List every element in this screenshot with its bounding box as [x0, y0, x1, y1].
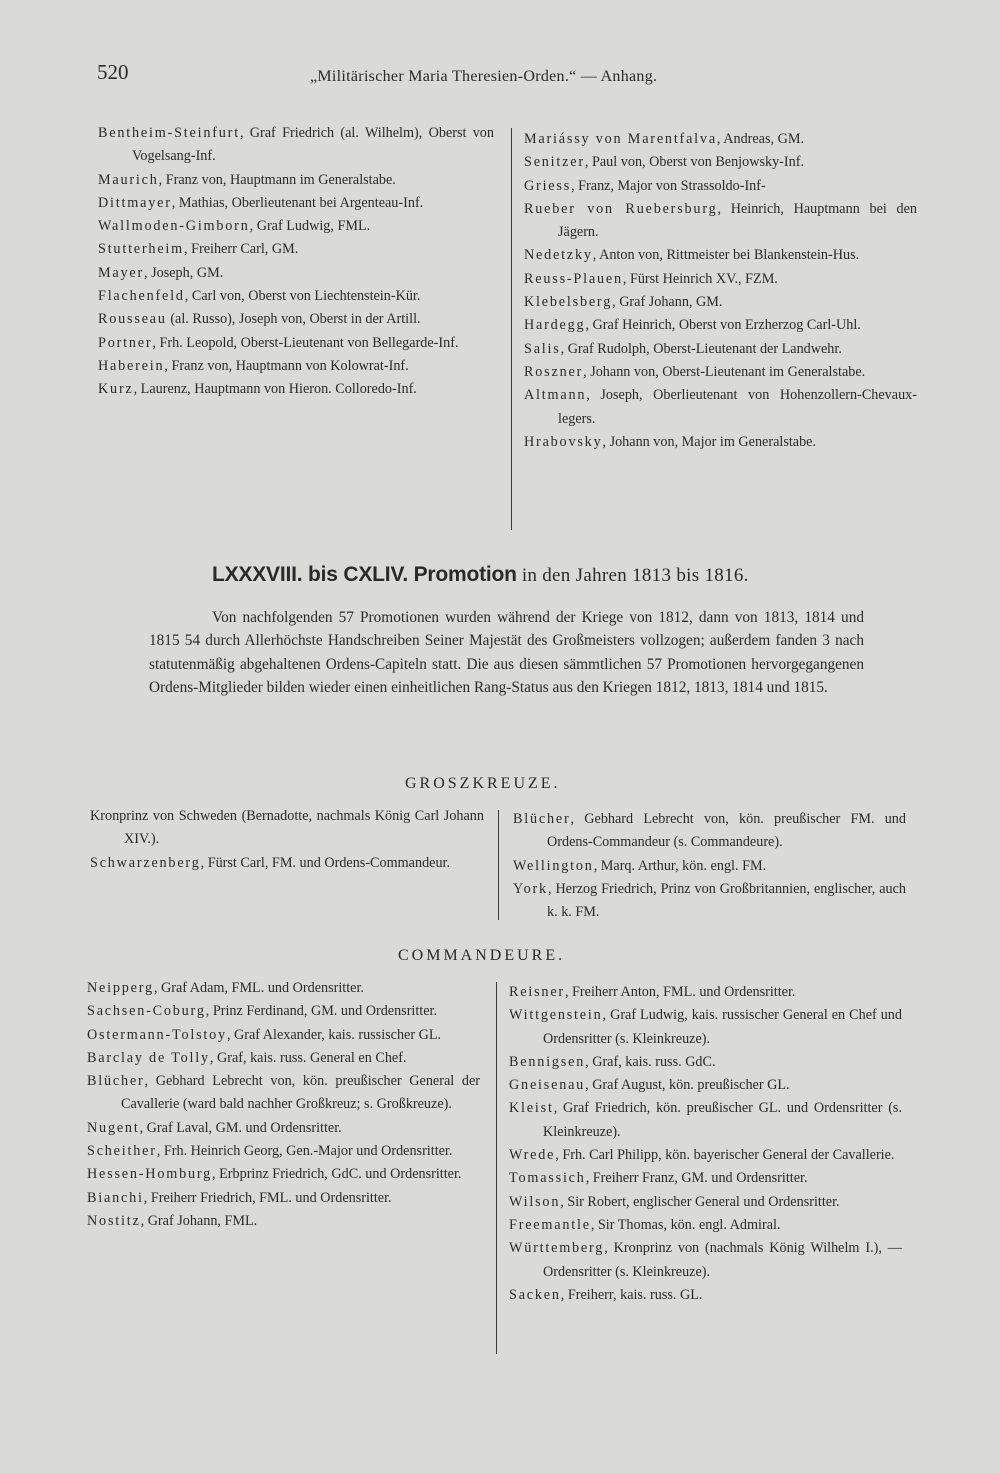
entry-details: , Graf August, kön. preußischer GL. — [585, 1077, 790, 1094]
entry-details: , Graf Ludwig, FML. — [249, 218, 371, 235]
entry-details: , Freiherr Friedrich, FML. und Ordensritter. — [143, 1189, 392, 1206]
list-entry — [98, 378, 494, 401]
commandeure-right-column — [509, 981, 902, 1307]
entry-name: Neipperg — [87, 980, 154, 996]
list-entry — [87, 1117, 480, 1140]
entry-name: Nugent — [87, 1119, 140, 1136]
list-entry — [90, 805, 484, 852]
entry-details: , Sir Robert, englischer General und Ordensritter. — [560, 1193, 840, 1210]
list-entry — [524, 198, 917, 245]
entry-name: Württemberg — [509, 1240, 605, 1257]
entry-name: Wilson — [509, 1193, 561, 1210]
grosskreuze-left-column — [90, 805, 484, 875]
list-entry — [98, 355, 494, 378]
entry-name: Nostitz — [87, 1212, 141, 1229]
entry-name: Kleist — [509, 1100, 554, 1117]
list-entry — [524, 361, 917, 384]
list-entry — [87, 1000, 480, 1023]
list-entry — [509, 1191, 902, 1214]
entry-name: Rousseau — [98, 311, 167, 328]
entry-details: , Graf Johann, FML. — [140, 1212, 258, 1229]
entry-details: , Graf, kais. russ. General en Chef. — [209, 1049, 407, 1066]
entry-name: Scheither — [87, 1143, 157, 1160]
entry-name: Sachsen-Coburg — [87, 1003, 206, 1020]
intro-paragraph — [149, 606, 864, 700]
intro-paragraph-text: Von nachfolgenden 57 Promotionen wurden während der Kriege von 1812, dann von 1813, 1814 und 1815 54 durch Allerhöchste Handschreiben Seiner Majestät des Großmeisters vollzogen; außerdem fanden 3 nach statutenmäßig abgehaltenen Ordens-Capiteln statt. Die aus diesen sämmtlichen 57 Promotionen hervorgegangenen Ordens-Mitglieder bilden wieder einen einheitlichen Rang-Status aus den Kriegen 1812, 1813, 1814 und 1815. — [149, 609, 864, 697]
list-entry — [509, 1051, 902, 1074]
entry-name: Senitzer — [524, 154, 585, 171]
entry-name: Klebelsberg — [524, 294, 613, 311]
entry-details: , Andreas, GM. — [716, 131, 805, 147]
entry-details: , Gebhard Lebrecht von, kön. preußischer FM. und Ordens-Commandeur (s. Commandeure). — [547, 811, 906, 851]
entry-name: Dittmayer — [98, 194, 172, 211]
column-divider — [496, 982, 497, 1354]
entry-details: , Graf Ludwig, kais. russischer General en Chef und Ordensritter (s. Kleinkreuze). — [543, 1007, 902, 1047]
entry-details: , Graf Adam, FML. und Ordensritter. — [153, 980, 364, 996]
grosskreuze-right-column — [513, 808, 906, 924]
list-entry — [509, 1167, 902, 1190]
entry-name: Reisner — [509, 984, 565, 1000]
entry-name: Barclay de Tolly — [87, 1049, 210, 1066]
entry-details: , Sir Thomas, kön. engl. Admiral. — [590, 1216, 781, 1233]
list-entry — [90, 852, 484, 875]
list-entry — [524, 338, 917, 361]
entry-name: Maurich — [98, 171, 159, 188]
list-entry — [87, 1070, 480, 1117]
list-entry — [524, 314, 917, 337]
list-entry — [524, 151, 917, 174]
entry-details: , Fürst Carl, FM. und Ordens-Commandeur. — [200, 854, 451, 871]
list-entry — [98, 332, 494, 355]
list-entry — [524, 384, 917, 431]
list-entry — [524, 128, 917, 151]
entry-details: (al. Russo), Joseph von, Oberst in der Artill. — [166, 311, 421, 328]
list-entry — [98, 308, 494, 331]
list-entry — [524, 268, 917, 291]
list-entry — [87, 1163, 480, 1186]
entry-details: , Graf Rudolph, Oberst-Lieutenant der Landwehr. — [560, 340, 842, 357]
entry-name: Roszner — [524, 363, 584, 380]
list-entry — [524, 291, 917, 314]
entry-details: , Graf Alexander, kais. russischer GL. — [226, 1026, 442, 1043]
list-entry — [87, 1024, 480, 1047]
list-entry — [509, 1004, 902, 1051]
entry-details: , Carl von, Oberst von Liechtenstein-Kür. — [184, 288, 421, 305]
top-right-column — [524, 128, 917, 454]
section-heading — [212, 563, 749, 587]
entry-name: Wellington — [513, 857, 594, 874]
list-entry — [513, 808, 906, 855]
entry-details: , Marq. Arthur, kön. engl. FM. — [593, 857, 767, 874]
entry-details: , Kronprinz von (nachmals König Wilhelm I.), — Ordensritter (s. Kleinkreuze). — [543, 1240, 902, 1280]
list-entry — [509, 981, 902, 1004]
entry-name: Flachenfeld — [98, 288, 185, 305]
entry-details: , Graf Heinrich, Oberst von Erzherzog Carl-Uhl. — [585, 317, 861, 334]
entry-name: Haberein — [98, 357, 165, 374]
grosskreuze-heading: GROSZKREUZE. — [405, 775, 561, 792]
entry-name: Tomassich — [509, 1170, 586, 1187]
list-entry — [509, 1144, 902, 1167]
list-entry — [87, 977, 480, 1000]
list-entry — [87, 1047, 480, 1070]
entry-name: Mariássy von Marentfalva — [524, 131, 717, 147]
entry-details: , Frh. Heinrich Georg, Gen.-Major und Ordensritter. — [156, 1143, 453, 1160]
list-entry — [509, 1074, 902, 1097]
column-divider — [498, 810, 499, 920]
entry-details: , Frh. Leopold, Oberst-Lieutenant von Bellegarde-Inf. — [152, 334, 459, 351]
list-entry — [87, 1140, 480, 1163]
entry-name: Altmann — [524, 387, 587, 404]
list-entry — [524, 431, 917, 454]
list-entry — [87, 1187, 480, 1210]
entry-name: Blücher — [87, 1073, 145, 1090]
entry-name: Ostermann-Tolstoy — [87, 1026, 227, 1043]
entry-name: Portner — [98, 334, 153, 351]
entry-name: Nedetzky — [524, 247, 593, 264]
list-entry — [509, 1097, 902, 1144]
entry-name: York — [513, 880, 548, 897]
entry-details: , Joseph, GM. — [144, 264, 224, 281]
list-entry — [98, 192, 494, 215]
entry-name: Bianchi — [87, 1189, 144, 1206]
entry-details: , Laurenz, Hauptmann von Hieron. Colloredo-Inf. — [133, 381, 417, 398]
entry-details: , Freiherr Carl, GM. — [184, 241, 299, 258]
entry-details: , Paul von, Oberst von Benjowsky-Inf. — [584, 154, 804, 171]
entry-name: Stutterheim — [98, 241, 184, 258]
list-entry — [98, 262, 494, 285]
entry-name: Freemantle — [509, 1216, 591, 1233]
list-entry — [98, 122, 494, 169]
list-entry — [509, 1214, 902, 1237]
entry-name: Gneisenau — [509, 1077, 586, 1094]
entry-details: , Prinz Ferdinand, GM. und Ordensritter. — [205, 1003, 438, 1020]
entry-name: Bennigsen — [509, 1053, 586, 1070]
list-entry — [98, 285, 494, 308]
list-entry — [524, 244, 917, 267]
entry-details: , Gebhard Lebrecht von, kön. preußischer General der Cavallerie (ward bald nachher Großkreuz; s. Großkreuze). — [121, 1073, 480, 1113]
entry-details: , Anton von, Rittmeister bei Blankenstein-Hus. — [592, 247, 860, 264]
entry-details: , Joseph, Oberlieutenant von Hohenzollern-Chevaux-legers. — [558, 387, 917, 427]
entry-details: , Mathias, Oberlieutenant bei Argenteau-Inf. — [171, 194, 424, 211]
list-entry — [98, 169, 494, 192]
entry-name: Wrede — [509, 1147, 556, 1164]
entry-details: , Freiherr Franz, GM. und Ordensritter. — [585, 1170, 808, 1187]
column-divider — [511, 128, 512, 530]
entry-name: Rueber von Ruebersburg — [524, 200, 718, 217]
entry-name: Wittgenstein — [509, 1007, 603, 1024]
commandeure-heading: COMMANDEURE. — [398, 947, 566, 964]
entry-details: , Frh. Carl Philipp, kön. bayerischer General der Cavallerie. — [555, 1147, 895, 1164]
entry-name: Hrabovsky — [524, 433, 603, 450]
entry-name: Kurz — [98, 381, 134, 398]
list-entry — [513, 855, 906, 878]
entry-name: Salis — [524, 340, 561, 357]
entry-name: Hardegg — [524, 317, 586, 334]
list-entry — [513, 878, 906, 925]
entry-details: , Graf Friedrich, kön. preußischer GL. und Ordensritter (s. Kleinkreuze). — [543, 1100, 902, 1140]
entry-name: Wallmoden-Gimborn — [98, 218, 250, 235]
entry-details: , Freiherr Anton, FML. und Ordensritter. — [564, 984, 796, 1000]
list-entry — [98, 238, 494, 261]
list-entry — [524, 175, 917, 198]
entry-details: , Franz von, Hauptmann im Generalstabe. — [158, 171, 396, 188]
list-entry — [509, 1284, 902, 1307]
entry-details: , Franz von, Hauptmann von Kolowrat-Inf. — [164, 357, 409, 374]
entry-details: , Graf Johann, GM. — [612, 294, 723, 311]
entry-details: , Freiherr, kais. russ. GL. — [560, 1286, 703, 1303]
entry-details: , Johann von, Major im Generalstabe. — [602, 433, 817, 450]
list-entry — [87, 1210, 480, 1233]
entry-name: Schwarzenberg — [90, 854, 201, 871]
entry-details: , Herzog Friedrich, Prinz von Großbritannien, englischer, auch k. k. FM. — [547, 880, 906, 921]
entry-details: , Graf Friedrich (al. Wilhelm), Oberst von Vogelsang-Inf. — [132, 125, 494, 165]
page-number: 520 — [97, 60, 129, 84]
entry-details: , Franz, Major von Strassoldo-Inf- — [571, 177, 766, 194]
section-heading-years: in den Jahren 1813 bis 1816. — [516, 565, 749, 586]
entry-details: , Heinrich, Hauptmann bei den Jägern. — [558, 200, 917, 241]
entry-name: Hessen-Homburg — [87, 1166, 213, 1183]
entry-name: Griess — [524, 177, 572, 194]
entry-name: Reuss-Plauen — [524, 270, 623, 287]
entry-name: Blücher — [513, 811, 571, 827]
entry-details: , Erbprinz Friedrich, GdC. und Ordensritter. — [212, 1166, 462, 1183]
entry-details: , Fürst Heinrich XV., FZM. — [622, 270, 778, 287]
entry-details: Kronprinz von Schweden (Bernadotte, nachmals König Carl Johann XIV.). — [90, 808, 484, 848]
list-entry — [509, 1237, 902, 1284]
list-entry — [98, 215, 494, 238]
section-heading-bold: LXXXVIII. bis CXLIV. Promotion — [212, 563, 517, 586]
commandeure-left-column — [87, 977, 480, 1233]
entry-name: Sacken — [509, 1286, 561, 1303]
entry-name: Mayer — [98, 264, 145, 281]
entry-details: , Johann von, Oberst-Lieutenant im Generalstabe. — [583, 363, 866, 380]
entry-name: Bentheim-Steinfurt — [98, 125, 240, 141]
entry-details: , Graf Laval, GM. und Ordensritter. — [139, 1119, 342, 1136]
entry-details: , Graf, kais. russ. GdC. — [585, 1053, 716, 1070]
top-left-column — [98, 122, 494, 402]
running-title: „Militärischer Maria Theresien-Orden.“ — Anhang. — [310, 68, 658, 85]
